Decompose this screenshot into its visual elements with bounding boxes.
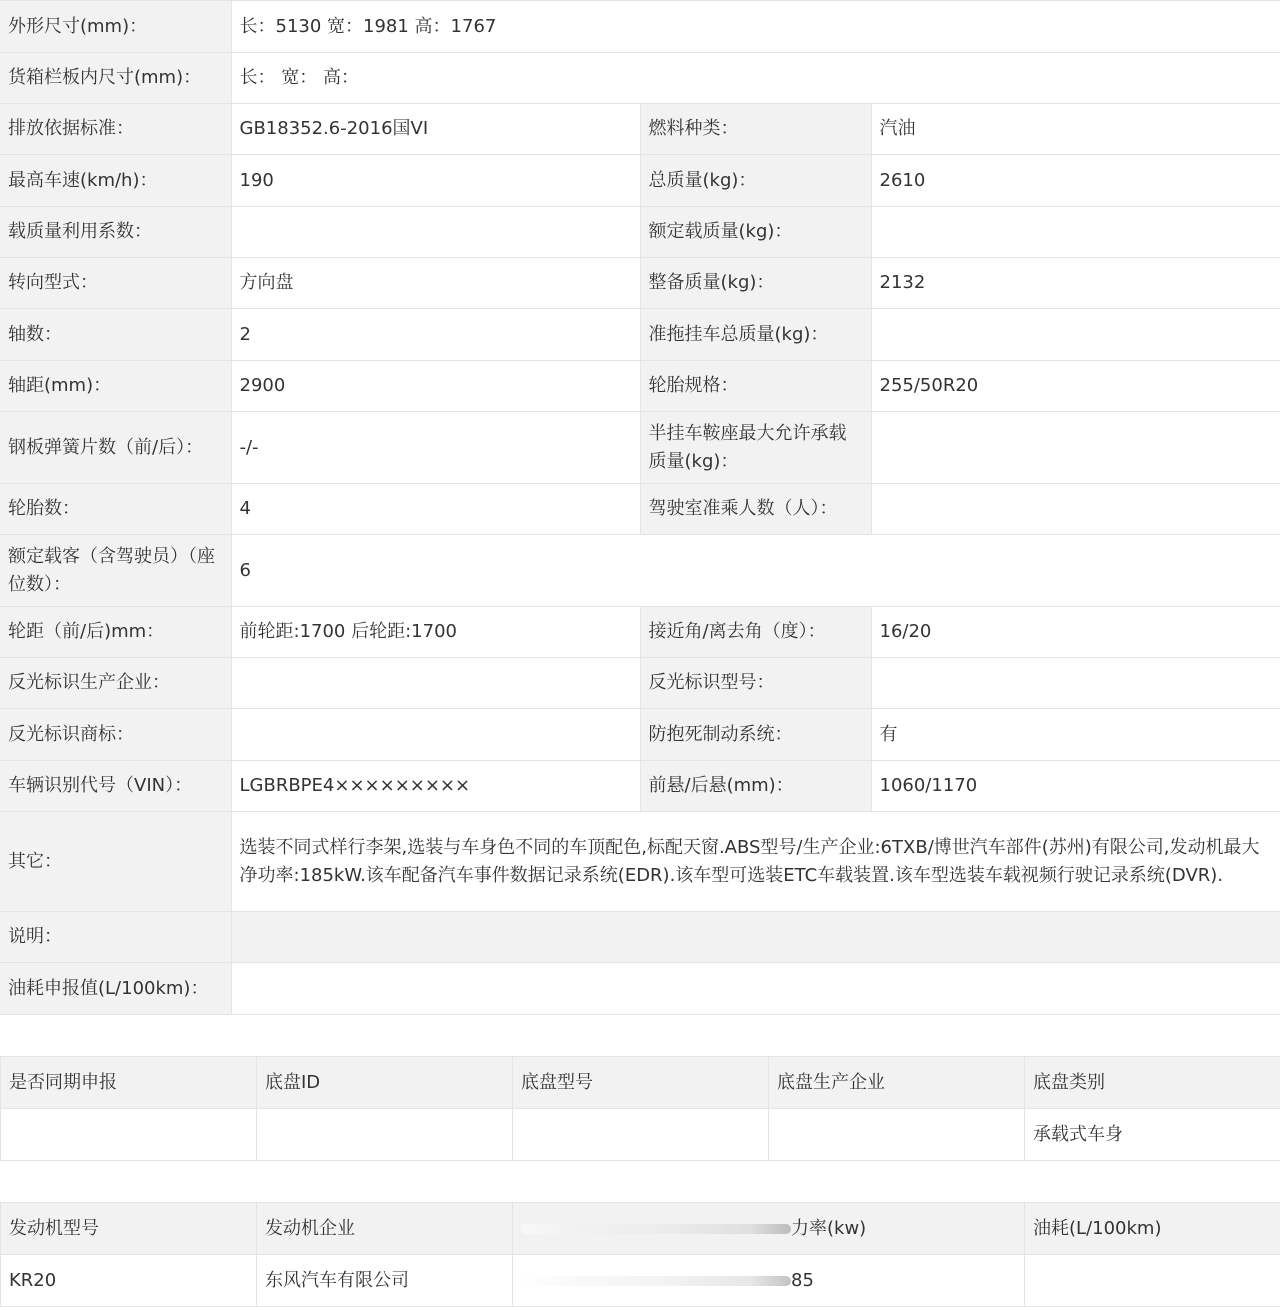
spec-label: 驾驶室准乘人数（人）： [640,484,871,535]
other-value: 选装不同式样行李架,选装与车身色不同的车顶配色,标配天窗.ABS型号/生产企业:6TXB/博世汽车部件(苏州)有限公司,发动机最大净功率:185kW.该车配备汽车事件数据记录系统(EDR).该车型可选装ETC车载装置.该车型选装车载视频行驶记录系统(DVR). [231,812,1280,912]
passenger-label: 额定载客（含驾驶员）（座位数）： [0,535,231,607]
spec-label: 排放依据标准： [0,104,231,155]
spec-value: 2 [231,309,640,361]
chassis-header: 底盘类别 [1025,1057,1280,1109]
spec-value [871,658,1280,709]
spec-value [871,484,1280,535]
engine-header: 油耗(L/100km) [1025,1203,1280,1255]
chassis-header: 底盘ID [257,1057,513,1109]
chassis-table [0,1056,1280,1161]
spec-label: 前悬/后悬(mm)： [640,761,871,812]
spec-value [871,207,1280,258]
vin-value: LGBRBPE4××××××××× [231,761,640,812]
cargo-dims-value: 长： 宽： 高： [231,53,1280,104]
spec-label: 额定载质量(kg)： [640,207,871,258]
chassis-cell: 承载式车身 [1025,1109,1280,1161]
chassis-header: 是否同期申报 [1,1057,257,1109]
fuel-declared-value [231,963,1280,1015]
engine-cell: KR20 [1,1255,257,1307]
spec-label: 轴距(mm)： [0,361,231,412]
fuel-declared-label: 油耗申报值(L/100km)： [0,963,231,1015]
spec-label: 整备质量(kg)： [640,258,871,309]
redaction-blur [521,1276,791,1286]
spec-value: 2132 [871,258,1280,309]
engine-header-redacted [513,1203,1025,1255]
redaction-blur [521,1224,791,1234]
spec-label: 轮胎规格： [640,361,871,412]
spec-value: 1060/1170 [871,761,1280,812]
spec-label: 车辆识别代号（VIN）： [0,761,231,812]
spec-value: 255/50R20 [871,361,1280,412]
spec-value: 16/20 [871,607,1280,658]
spec-value: 2900 [231,361,640,412]
spec-label: 最高车速(km/h)： [0,155,231,207]
spec-label: 半挂车鞍座最大允许承载质量(kg)： [640,412,871,484]
spec-label: 防抱死制动系统： [640,709,871,761]
spec-label: 载质量利用系数： [0,207,231,258]
spec-label: 轮距（前/后)mm： [0,607,231,658]
spec-value [231,207,640,258]
other-label: 其它： [0,812,231,912]
passenger-value: 6 [231,535,1280,607]
engine-cell: 东风汽车有限公司 [257,1255,513,1307]
spec-value: 前轮距:1700 后轮距:1700 [231,607,640,658]
spec-label: 接近角/离去角（度）： [640,607,871,658]
engine-header: 发动机型号 [1,1203,257,1255]
engine-table [0,1202,1280,1307]
spec-value: 4 [231,484,640,535]
spec-value [871,412,1280,484]
note-label: 说明： [0,912,231,963]
spec-label: 总质量(kg)： [640,155,871,207]
spec-label: 准拖挂车总质量(kg)： [640,309,871,361]
chassis-header: 底盘生产企业 [769,1057,1025,1109]
cargo-dims-label: 货箱栏板内尺寸(mm)： [0,53,231,104]
spec-value: -/- [231,412,640,484]
spec-value [231,709,640,761]
spec-value: 有 [871,709,1280,761]
spec-label: 反光标识型号： [640,658,871,709]
spec-value: GB18352.6-2016国VI [231,104,640,155]
chassis-header: 底盘型号 [513,1057,769,1109]
spec-label: 反光标识商标： [0,709,231,761]
spec-label: 转向型式： [0,258,231,309]
engine-header: 力率(kw) [791,1218,866,1239]
chassis-cell [769,1109,1025,1161]
spec-value [231,658,640,709]
engine-cell: 85 [791,1270,814,1291]
spec-value [871,309,1280,361]
spec-label: 反光标识生产企业： [0,658,231,709]
engine-cell-redacted [513,1255,1025,1307]
note-value [231,912,1280,963]
spec-label: 轮胎数： [0,484,231,535]
spec-label: 燃料种类： [640,104,871,155]
dims-value: 长：5130 宽：1981 高：1767 [231,1,1280,53]
chassis-cell [1,1109,257,1161]
spec-value: 方向盘 [231,258,640,309]
chassis-cell [257,1109,513,1161]
engine-cell [1025,1255,1280,1307]
spec-value: 汽油 [871,104,1280,155]
dims-label: 外形尺寸(mm)： [0,1,231,53]
spec-label: 钢板弹簧片数（前/后）： [0,412,231,484]
spec-value: 190 [231,155,640,207]
chassis-cell [513,1109,769,1161]
spec-label: 轴数： [0,309,231,361]
engine-header: 发动机企业 [257,1203,513,1255]
spec-value: 2610 [871,155,1280,207]
